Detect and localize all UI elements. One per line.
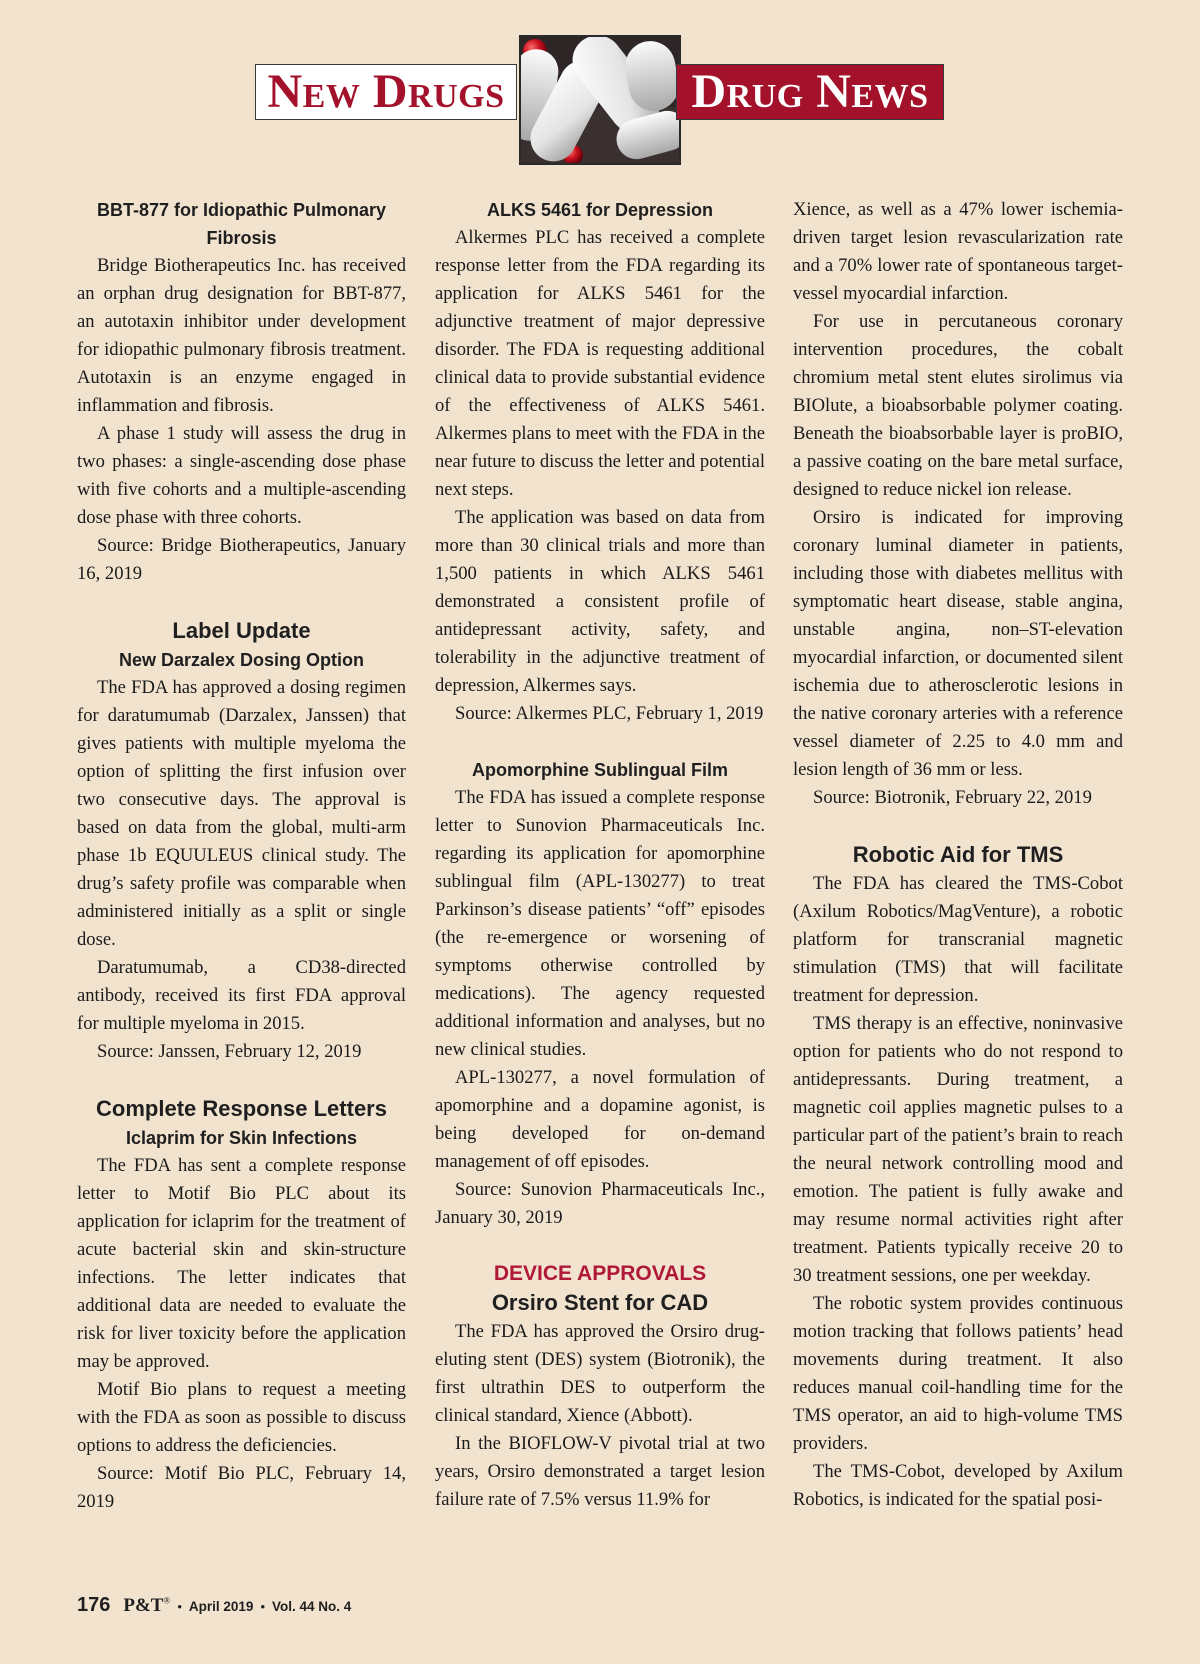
apomorphine-heading: Apomorphine Sublingual Film [472,760,728,780]
drug-news-banner [676,64,944,120]
tms-paragraph-4-start: The TMS-Cobot, developed by Axilum Robotics, is indicated for the spatial posi- [793,1461,1123,1510]
darzalex-heading: New Darzalex Dosing Option [118,650,365,670]
column-2 [435,196,765,1514]
separator-dot: • [177,1599,182,1614]
alks-5461-source: Source: Alkermes PLC, February 1, 2019 [455,703,764,724]
spacer [793,812,1123,840]
orsiro-heading: Orsiro Stent for CAD [491,1290,709,1315]
separator-dot: • [260,1599,265,1614]
darzalex-paragraph-1: The FDA has approved a dosing regimen for daratumumab (Darzalex, Janssen) that gives patients with multiple myeloma the option of splitting the first infusion over two consecutive days. The approval is based on data from the global, multi-arm phase 1b EQUULEUS clinical study. The drug’s safety profile was comparable when administered initially as a split or single dose. [77,677,406,950]
iclaprim-paragraph-1: The FDA has sent a complete response letter to Motif Bio PLC about its application for iclaprim for the treatment of acute bacterial skin and skin-structure infections. The letter indicates that additional data are needed to evaluate the risk for liver toxicity before the application may be approved. [77,1155,406,1372]
journal-name [123,1595,170,1617]
page-footer [77,1594,351,1622]
issue-volume: Vol. 44 No. 4 [272,1599,352,1614]
journal-title: P&T [123,1595,164,1616]
pills-image [521,37,679,163]
spacer [77,1066,406,1094]
tms-paragraph-3: The robotic system provides continuous motion tracking that follows patients’ head movements during treatment. It also reduces manual coil-handling time for the TMS operator, an aid to high-volume TMS providers. [793,1293,1123,1454]
label-update-heading: Label Update [172,618,311,643]
spacer [435,728,765,756]
bbt-877-source: Source: Bridge Biotherapeutics, January 16, 2019 [77,535,406,584]
spacer [77,588,406,616]
pills-photo [519,35,681,165]
orsiro-paragraph-2-start: In the BIOFLOW-V pivotal trial at two years, Orsiro demonstrated a target lesion failure rate of 7.5% versus 11.9% for [435,1433,765,1510]
alks-5461-paragraph-2: The application was based on data from more than 30 clinical trials and more than 1,500 patients in which ALKS 5461 demonstrated a consistent profile of antidepressant activity, safety, and tolerability in the adjunctive treatment of depression, Alkermes says. [435,507,765,696]
bbt-877-heading-line1: BBT-877 for Idiopathic Pulmonary [96,200,387,220]
registered-mark: ® [163,1595,171,1606]
iclaprim-source: Source: Motif Bio PLC, February 14, 2019 [77,1463,406,1512]
apomorphine-paragraph-1: The FDA has issued a complete response letter to Sunovion Pharmaceuticals Inc. regarding its application for apomorphine sublingual film (APL-130277) to treat Parkinson’s disease patients’ “off” episodes (the re-emergence or worsening of symptoms otherwise controlled by medications). The agency requested additional information and analyses, but no new clinical studies. [435,787,765,1060]
alks-5461-heading: ALKS 5461 for Depression [486,200,714,220]
tms-paragraph-1: The FDA has cleared the TMS-Cobot (Axilum Robotics/MagVenture), a robotic platform for transcranial magnetic stimulation (TMS) that will facilitate treatment for depression. [793,873,1123,1006]
apomorphine-paragraph-2: APL-130277, a novel formulation of apomorphine and a dopamine agonist, is being developed for on-demand management of off episodes. [435,1067,765,1172]
bbt-877-heading-line2: Fibrosis [206,228,277,248]
alks-5461-paragraph-1: Alkermes PLC has received a complete response letter from the FDA regarding its application for ALKS 5461 for the adjunctive treatment of major depressive disorder. The FDA is requesting additional clinical data to provide substantial evidence of the effectiveness of ALKS 5461. Alkermes plans to meet with the FDA in the near future to discuss the letter and potential next steps. [435,227,765,500]
apomorphine-source: Source: Sunovion Pharmaceuticals Inc., January 30, 2019 [435,1179,765,1228]
column-1 [77,196,406,1516]
iclaprim-paragraph-2: Motif Bio plans to request a meeting with the FDA as soon as possible to discuss options to address the deficiencies. [77,1379,406,1456]
page-banner [0,0,1200,175]
orsiro-source: Source: Biotronik, February 22, 2019 [813,787,1092,808]
device-approvals-heading: DEVICE APPROVALS [493,1262,707,1285]
complete-response-letters-heading: Complete Response Letters [96,1096,387,1121]
iclaprim-heading: Iclaprim for Skin Infections [125,1128,358,1148]
new-drugs-title: New Drugs [267,65,505,118]
orsiro-paragraph-3: For use in percutaneous coronary intervention procedures, the cobalt chromium metal stent elutes sirolimus via BIOlute, a bioabsorbable polymer coating. Beneath the bioabsorbable layer is proBIO, a passive coating on the bare metal surface, designed to reduce nickel ion release. [793,311,1123,500]
darzalex-source: Source: Janssen, February 12, 2019 [97,1041,362,1062]
column-3 [793,196,1123,1514]
tms-heading: Robotic Aid for TMS [852,842,1064,867]
orsiro-paragraph-4: Orsiro is indicated for improving coronary luminal diameter in patients, including those with diabetes mellitus with symptomatic heart disease, stable angina, unstable angina, non–ST-elevation myocardial infarction, or documented silent ischemia due to atherosclerotic lesions in the native coronary arteries with a reference vessel diameter of 2.25 to 4.0 mm and lesion length of 36 mm or less. [793,507,1123,780]
tms-paragraph-2: TMS therapy is an effective, noninvasive option for patients who do not respond to antidepressants. During treatment, a magnetic coil applies magnetic pulses to a particular part of the patient’s brain to reach the neural network controlling mood and emotion. The patient is fully awake and may resume normal activities right after treatment. Patients typically receive 20 to 30 treatment sessions, one per weekday. [793,1013,1123,1286]
bbt-877-paragraph-2: A phase 1 study will assess the drug in two phases: a single-ascending dose phase with five cohorts and a multiple-ascending dose phase with three cohorts. [77,423,406,528]
bbt-877-paragraph-1: Bridge Biotherapeutics Inc. has received an orphan drug designation for BBT-877, an autotaxin inhibitor under development for idiopathic pulmonary fibrosis treatment. Autotaxin is an enzyme engaged in inflammation and fibrosis. [77,255,406,416]
orsiro-paragraph-2-end: Xience, as well as a 47% lower ischemia-driven target lesion revascularization rate and a 70% lower rate of spontaneous target-vessel myocardial infarction. [793,199,1123,304]
new-drugs-banner [255,64,517,120]
drug-news-title: Drug News [691,65,929,118]
issue-date: April 2019 [188,1599,254,1614]
darzalex-paragraph-2: Daratumumab, a CD38-directed antibody, received its first FDA approval for multiple myeloma in 2015. [77,957,406,1034]
bbt-877-heading [77,196,406,252]
page-number: 176 [77,1594,111,1616]
orsiro-paragraph-1: The FDA has approved the Orsiro drug-eluting stent (DES) system (Biotronik), the first ultrathin DES to outperform the clinical standard, Xience (Abbott). [435,1321,765,1426]
spacer [435,1232,765,1260]
